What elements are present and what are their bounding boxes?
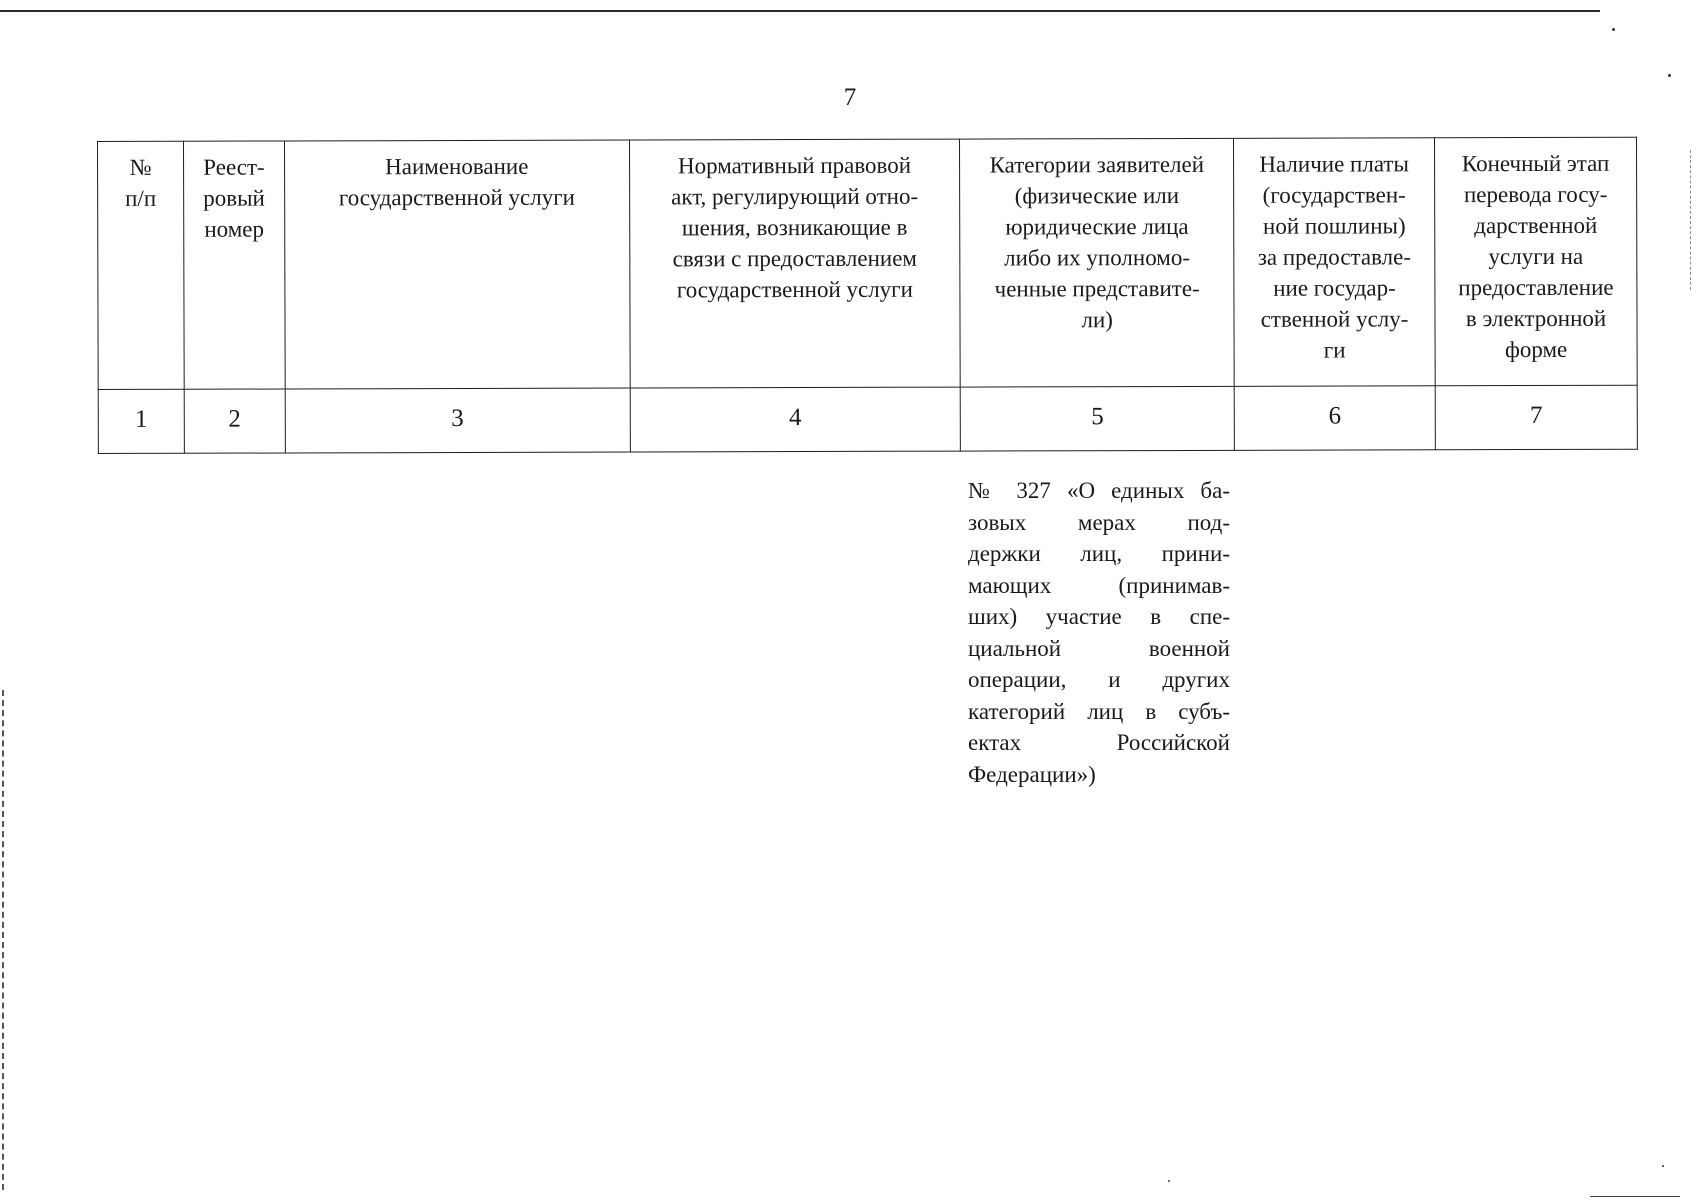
applicant-categories-continuation	[968, 475, 1230, 790]
column-number-cell: 5	[961, 386, 1235, 451]
column-number-cell: 7	[1435, 385, 1637, 450]
continuation-line: категорий лиц в субъ-	[968, 698, 1230, 724]
column-number-cell: 6	[1234, 386, 1435, 451]
header-line: Конечный этап	[1461, 150, 1610, 177]
header-line: номер	[204, 216, 264, 242]
header-line: Наличие платы	[1259, 151, 1409, 177]
scan-edge-left	[2, 690, 4, 1190]
header-line: связи с предоставлением	[672, 245, 917, 272]
page-number: 7	[843, 84, 857, 111]
header-line: ли)	[1081, 307, 1113, 333]
header-line: (государствен-	[1262, 182, 1406, 208]
header-line: Нормативный правовой	[677, 152, 912, 179]
column-number-cell: 4	[630, 387, 961, 452]
table-header-row	[98, 137, 1638, 389]
header-line: либо их уполномо-	[1004, 244, 1191, 271]
header-line: дарственной	[1474, 212, 1598, 239]
services-registry-table	[97, 137, 1638, 454]
header-line: ги	[1323, 337, 1346, 363]
scan-speck	[1168, 1180, 1170, 1182]
continuation-line: зовых мерах под-	[968, 509, 1230, 535]
header-line: юридические лица	[1005, 213, 1189, 240]
header-line: Наименование	[385, 153, 529, 180]
header-line: в электронной	[1465, 305, 1607, 332]
header-line: форме	[1504, 336, 1568, 363]
header-cell-registry-number	[183, 141, 285, 389]
header-line: предоставление	[1458, 274, 1614, 301]
scan-speck	[1668, 74, 1671, 77]
header-line: перевода госу-	[1463, 181, 1608, 208]
continuation-line: операции, и других	[968, 667, 1230, 692]
header-cell-fee	[1234, 138, 1436, 387]
continuation-line: циальной военной	[968, 635, 1230, 661]
header-line: шения, возникающие в	[681, 214, 908, 241]
header-cell-number	[98, 141, 185, 389]
continuation-line: ектах Российской	[968, 730, 1230, 755]
column-number-row	[98, 385, 1637, 453]
column-number-cell: 1	[98, 389, 184, 453]
column-number-cell: 2	[184, 389, 285, 453]
header-line: за предоставле-	[1257, 244, 1412, 270]
continuation-line: мающих (принимав-	[968, 572, 1230, 598]
header-line: государственной услуги	[676, 276, 913, 303]
header-line: ченные представите-	[994, 275, 1200, 302]
header-line: (физические или	[1014, 182, 1180, 209]
continuation-line: ших) участие в спе-	[968, 604, 1230, 629]
header-line: акт, регулирующий отно-	[671, 183, 919, 210]
header-line: услуги на	[1488, 243, 1584, 270]
header-line: Реест-	[203, 154, 265, 180]
continuation-line: Федерации»)	[968, 761, 1096, 787]
header-cell-service-name	[284, 140, 629, 389]
header-line: государственной услуги	[338, 184, 575, 211]
continuation-line: держки лиц, прини-	[968, 541, 1230, 566]
header-line: №	[129, 154, 152, 180]
header-line: ственной услу-	[1260, 306, 1409, 332]
scan-speck	[1662, 1165, 1664, 1167]
scan-speck	[1612, 28, 1615, 31]
header-line: ние государ-	[1273, 275, 1396, 301]
header-cell-applicant-categories	[960, 138, 1234, 387]
header-line: ровый	[203, 185, 265, 211]
column-number-cell: 3	[285, 388, 630, 453]
header-cell-electronic-stage	[1435, 137, 1638, 386]
continuation-line: № 327 «О единых ба-	[968, 478, 1230, 503]
header-cell-legal-act	[629, 139, 960, 388]
scan-edge-right	[1690, 150, 1691, 290]
header-line: п/п	[125, 185, 157, 211]
header-line: Категории заявителей	[989, 151, 1205, 178]
header-line: ной пошлины)	[1262, 213, 1406, 239]
scan-edge-bottom	[1590, 1196, 1680, 1197]
scan-edge-top	[0, 10, 1600, 12]
